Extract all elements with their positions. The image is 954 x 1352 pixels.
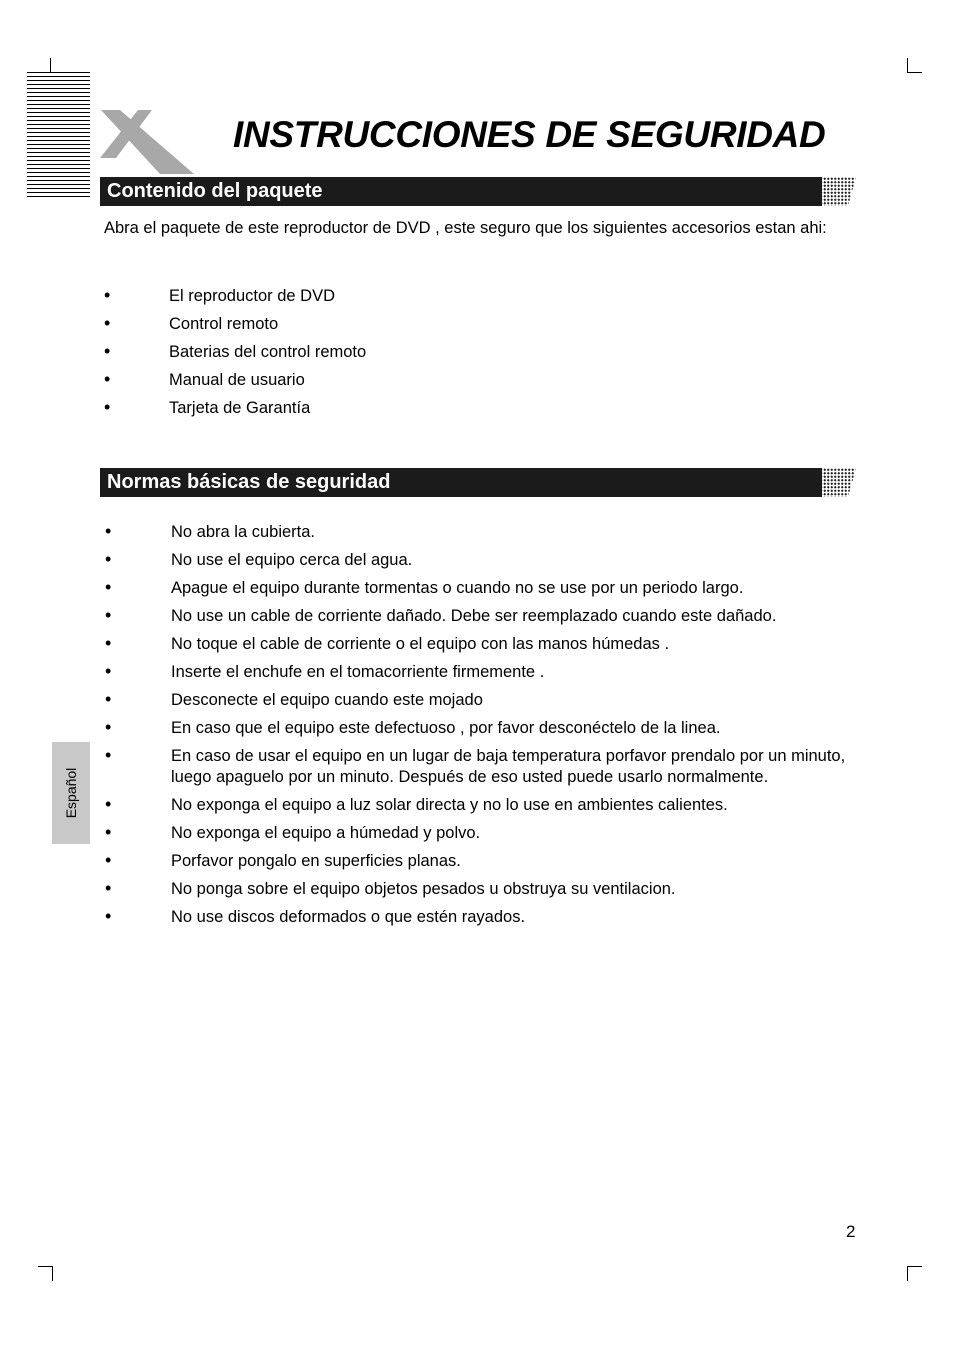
list-item: • No exponga el equipo a húmedad y polvo. (105, 822, 481, 842)
section-heading-package: Contenido del paquete (107, 180, 323, 202)
bullet-icon: • (105, 689, 112, 709)
list-item: • No exponga el equipo a luz solar directa y no lo use en ambientes calientes. (105, 794, 728, 814)
decorative-stripes (27, 72, 90, 198)
list-item: • El reproductor de DVD (104, 285, 335, 305)
language-side-tab (52, 742, 90, 844)
list-item: • Porfavor pongalo en superficies planas. (105, 850, 461, 870)
list-item: • Desconecte el equipo cuando este mojado (105, 689, 483, 709)
bullet-icon: • (104, 369, 111, 389)
list-item: • En caso que el equipo este defectuoso , por favor desconéctelo de la linea. (105, 717, 721, 737)
list-item: • Apague el equipo durante tormentas o cuando no se use por un periodo largo. (105, 577, 744, 597)
list-item: • No ponga sobre el equipo objetos pesados u obstruya su ventilacion. (105, 878, 676, 898)
bullet-icon: • (105, 549, 112, 569)
halftone-dots-icon (816, 177, 856, 206)
section-heading-safety: Normas básicas de seguridad (107, 471, 391, 493)
crop-mark-top-left (36, 58, 51, 73)
bullet-icon: • (105, 850, 112, 870)
bullet-icon: • (105, 633, 112, 653)
bullet-icon: • (105, 661, 112, 681)
bullet-icon: • (105, 906, 112, 926)
list-item: • No toque el cable de corriente o el equipo con las manos húmedas . (105, 633, 670, 653)
x-brand-logo-icon (98, 108, 198, 174)
package-intro-text: Abra el paquete de este reproductor de DVD , este seguro que los siguientes accesorios estan ahi: (104, 219, 827, 237)
list-item: • Control remoto (104, 313, 279, 333)
list-item: • Manual de usuario (104, 369, 305, 389)
bullet-icon: • (105, 521, 112, 541)
bullet-icon: • (105, 745, 112, 765)
package-contents-list (104, 286, 844, 426)
bullet-icon: • (105, 605, 112, 625)
list-item: • No use discos deformados o que estén rayados. (105, 906, 526, 926)
bullet-icon: • (105, 577, 112, 597)
bullet-icon: • (105, 717, 112, 737)
list-item: • No use un cable de corriente dañado. Debe ser reemplazado cuando este dañado. (105, 605, 777, 625)
section-heading-bar-safety (100, 468, 856, 497)
crop-mark-bottom-right (907, 1266, 922, 1281)
page-number: 2 (846, 1222, 856, 1241)
list-item: • No use el equipo cerca del agua. (105, 549, 413, 569)
crop-mark-bottom-left (38, 1266, 53, 1281)
language-side-tab-label: Español (63, 767, 79, 819)
list-item: • En caso de usar el equipo en un lugar de baja temperatura porfavor prendalo por un minuto, luego apaguelo por un minuto. Después de eso usted puede usarlo normalmente. (105, 745, 846, 786)
bullet-icon: • (105, 822, 112, 842)
bullet-icon: • (105, 794, 112, 814)
crop-mark-top-right (907, 58, 922, 73)
list-item: • No abra la cubierta. (105, 521, 315, 541)
safety-rules-list (104, 522, 849, 935)
list-item: • Inserte el enchufe en el tomacorriente firmemente . (105, 661, 545, 681)
page-title: INSTRUCCIONES DE SEGURIDAD (233, 114, 826, 155)
bullet-icon: • (104, 313, 111, 333)
halftone-dots-icon (816, 468, 856, 497)
list-item: • Tarjeta de Garantía (104, 397, 311, 417)
bullet-icon: • (104, 397, 111, 417)
bullet-icon: • (105, 878, 112, 898)
bullet-icon: • (104, 341, 111, 361)
list-item: • Baterias del control remoto (104, 341, 367, 361)
bullet-icon: • (104, 285, 111, 305)
section-heading-bar-package (100, 177, 856, 206)
